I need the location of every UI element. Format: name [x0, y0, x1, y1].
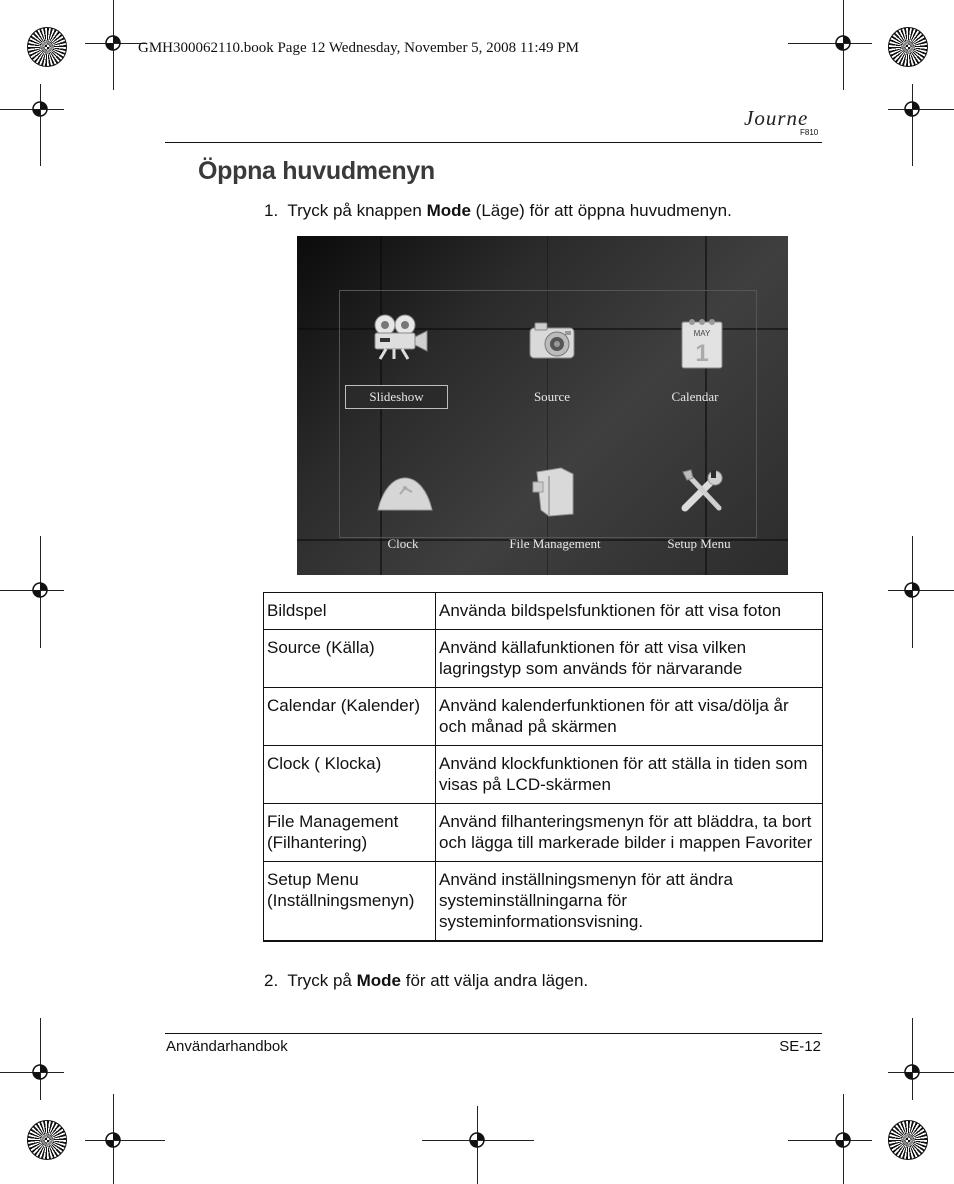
folder-icon[interactable] — [531, 466, 577, 518]
registration-mark-icon — [832, 1129, 854, 1151]
svg-text:1: 1 — [695, 340, 709, 367]
menu-item-calendar[interactable]: Calendar — [671, 389, 719, 404]
brand-logo: Journe — [744, 106, 809, 130]
table-row — [264, 688, 823, 746]
step-key: Mode — [426, 201, 471, 220]
table-row — [264, 804, 823, 862]
header-rule — [165, 142, 822, 143]
alarm-clock-icon[interactable] — [374, 474, 436, 512]
starburst-mark — [27, 1120, 67, 1160]
main-menu-screenshot — [297, 236, 788, 575]
starburst-mark — [888, 27, 928, 67]
table-row — [264, 862, 823, 942]
mode-desc-cell: Använd källafunktionen för att visa vilken lagringstyp som används för närvarande — [436, 630, 823, 688]
camera-icon[interactable] — [527, 320, 579, 364]
registration-mark-icon — [901, 1061, 923, 1083]
step-text: Tryck på knappen — [287, 201, 427, 220]
tools-icon[interactable] — [679, 468, 725, 514]
page-title: Öppna huvudmenyn — [198, 157, 435, 185]
step-1 — [264, 201, 732, 221]
svg-text:MAY: MAY — [693, 329, 711, 338]
footer-rule — [165, 1033, 822, 1034]
mode-desc-cell: Använda bildspelsfunktionen för att visa foton — [436, 593, 823, 630]
registration-mark-icon — [832, 32, 854, 54]
registration-mark-icon — [102, 32, 124, 54]
menu-item-file-management[interactable]: File Management — [509, 536, 601, 551]
mode-desc-cell: Använd inställningsmenyn för att ändra systeminställningarna för systeminformationsvisning. — [436, 862, 823, 942]
model-number: F810 — [800, 128, 819, 137]
step-text: Tryck på — [287, 971, 357, 990]
registration-mark-icon — [29, 1061, 51, 1083]
menu-item-setup-menu[interactable]: Setup Menu — [667, 536, 731, 551]
starburst-mark — [27, 27, 67, 67]
mode-desc-cell: Använd filhanteringsmenyn för att bläddra, ta bort och lägga till markerade bilder i mappen Favoriter — [436, 804, 823, 862]
mode-name-cell: Source (Källa) — [264, 630, 436, 688]
step-2 — [264, 971, 588, 991]
movie-camera-icon[interactable] — [372, 314, 430, 360]
starburst-mark — [888, 1120, 928, 1160]
menu-item-slideshow[interactable]: Slideshow — [345, 385, 448, 409]
mode-desc-cell: Använd kalenderfunktionen för att visa/dölja år och månad på skärmen — [436, 688, 823, 746]
registration-mark-icon — [29, 579, 51, 601]
mode-name-cell: File Management (Filhantering) — [264, 804, 436, 862]
menu-item-source[interactable]: Source — [533, 389, 571, 404]
mode-description-table — [263, 592, 823, 942]
menu-item-clock[interactable]: Clock — [387, 536, 419, 551]
table-row — [264, 746, 823, 804]
step-text: för att välja andra lägen. — [401, 971, 589, 990]
registration-mark-icon — [29, 98, 51, 120]
step-text: (Läge) för att öppna huvudmenyn. — [470, 201, 732, 220]
registration-mark-icon — [102, 1129, 124, 1151]
registration-mark-icon — [466, 1129, 488, 1151]
mode-name-cell: Bildspel — [264, 593, 436, 630]
step-key: Mode — [356, 971, 401, 990]
table-row — [264, 630, 823, 688]
footer-page-number: SE-12 — [779, 1038, 821, 1055]
book-info-line: GMH300062110.book Page 12 Wednesday, November 5, 2008 11:49 PM — [138, 40, 579, 56]
mode-desc-cell: Använd klockfunktionen för att ställa in tiden som visas på LCD-skärmen — [436, 746, 823, 804]
footer-manual-name: Användarhandbok — [166, 1038, 288, 1055]
registration-mark-icon — [901, 98, 923, 120]
step-number: 2. — [264, 971, 279, 990]
mode-name-cell: Calendar (Kalender) — [264, 688, 436, 746]
registration-mark-icon — [901, 579, 923, 601]
table-row — [264, 593, 823, 630]
mode-name-cell: Clock ( Klocka) — [264, 746, 436, 804]
calendar-icon[interactable] — [680, 318, 724, 370]
mode-name-cell: Setup Menu (Inställningsmenyn) — [264, 862, 436, 942]
step-number: 1. — [264, 201, 279, 220]
